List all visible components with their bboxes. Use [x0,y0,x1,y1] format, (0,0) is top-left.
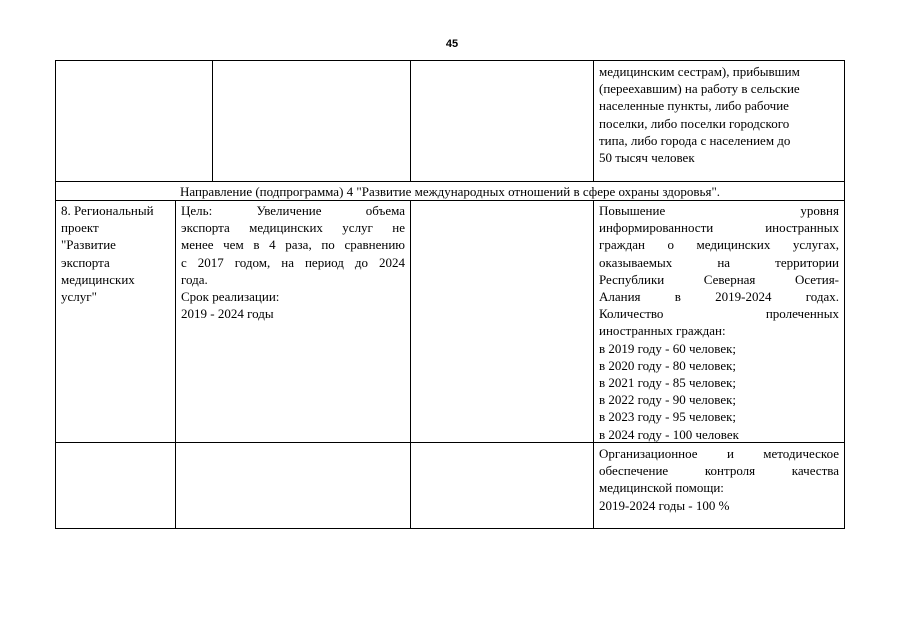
result-line: иностранных граждан: [599,323,726,339]
goal-line: экспорта медицинских услуг не [181,220,405,236]
text-line: "Развитие [61,237,116,253]
column-divider [593,60,594,181]
result-line: обеспечение контроля качества [599,463,839,479]
goal-line: Цель: Увеличение объема [181,203,405,218]
term-label: Срок реализации: [181,289,280,305]
result-line: в 2024 году - 100 человек [599,426,739,442]
column-divider [212,60,213,181]
row1-result-cell [599,63,839,166]
column-divider [410,60,411,181]
result-line: в 2023 году - 95 человек; [599,409,737,425]
table-bottom-border [55,528,845,529]
result-line: медицинской помощи: [599,480,724,496]
row-divider [55,181,845,182]
result-line: Республики Северная Осетия- [599,271,839,287]
table-left-border [55,60,56,529]
goal-line: года. [181,271,208,287]
goal-line: с 2017 годом, на период до 2024 [181,254,405,270]
table-right-border [844,60,845,529]
project-name-cell [61,202,173,305]
project-result-cell [599,202,839,443]
term-value: 2019 - 2024 годы [181,306,274,322]
result-line: Повышение уровня [599,203,839,218]
text-line: населенные пункты, либо рабочие [599,98,789,114]
result-line: в 2020 году - 80 человек; [599,357,737,373]
result-line: граждан о медицинских услугах, [599,237,839,253]
quality-control-cell [599,445,839,514]
text-line: типа, либо города с населением до [599,132,791,148]
result-line: в 2019 году - 60 человек; [599,340,737,356]
text-line: услуг" [61,289,97,305]
result-line: оказываемых на территории [599,254,839,270]
text-line: проект [61,220,99,236]
result-line: Организационное и методическое [599,446,839,461]
result-line: Количество пролеченных [599,306,839,322]
result-line: в 2021 году - 85 человек; [599,375,737,391]
table-top-border [55,60,845,61]
text-line: экспорта [61,254,110,270]
text-line: (переехавшим) на работу в сельские [599,81,800,97]
goal-line: менее чем в 4 раза, по сравнению [181,237,405,253]
result-line: в 2022 году - 90 человек; [599,392,737,408]
project-goal-cell [181,202,405,322]
text-line: медицинских [61,271,135,287]
column-divider [175,200,176,528]
result-line: информированности иностранных [599,220,839,236]
column-divider [410,200,411,528]
result-line: Алания в 2019-2024 годах. [599,289,839,305]
text-line: медицинским сестрам), прибывшим [599,64,800,79]
column-divider [593,200,594,528]
direction-heading: Направление (подпрограмма) 4 "Развитие международных отношений в сфере охраны здоровья". [179,184,721,199]
result-line: 2019-2024 годы - 100 % [599,497,730,513]
text-line: поселки, либо поселки городского [599,115,790,131]
page-number: 45 [445,38,459,50]
text-line: 8. Региональный [61,203,154,218]
text-line: 50 тысяч человек [599,150,695,166]
